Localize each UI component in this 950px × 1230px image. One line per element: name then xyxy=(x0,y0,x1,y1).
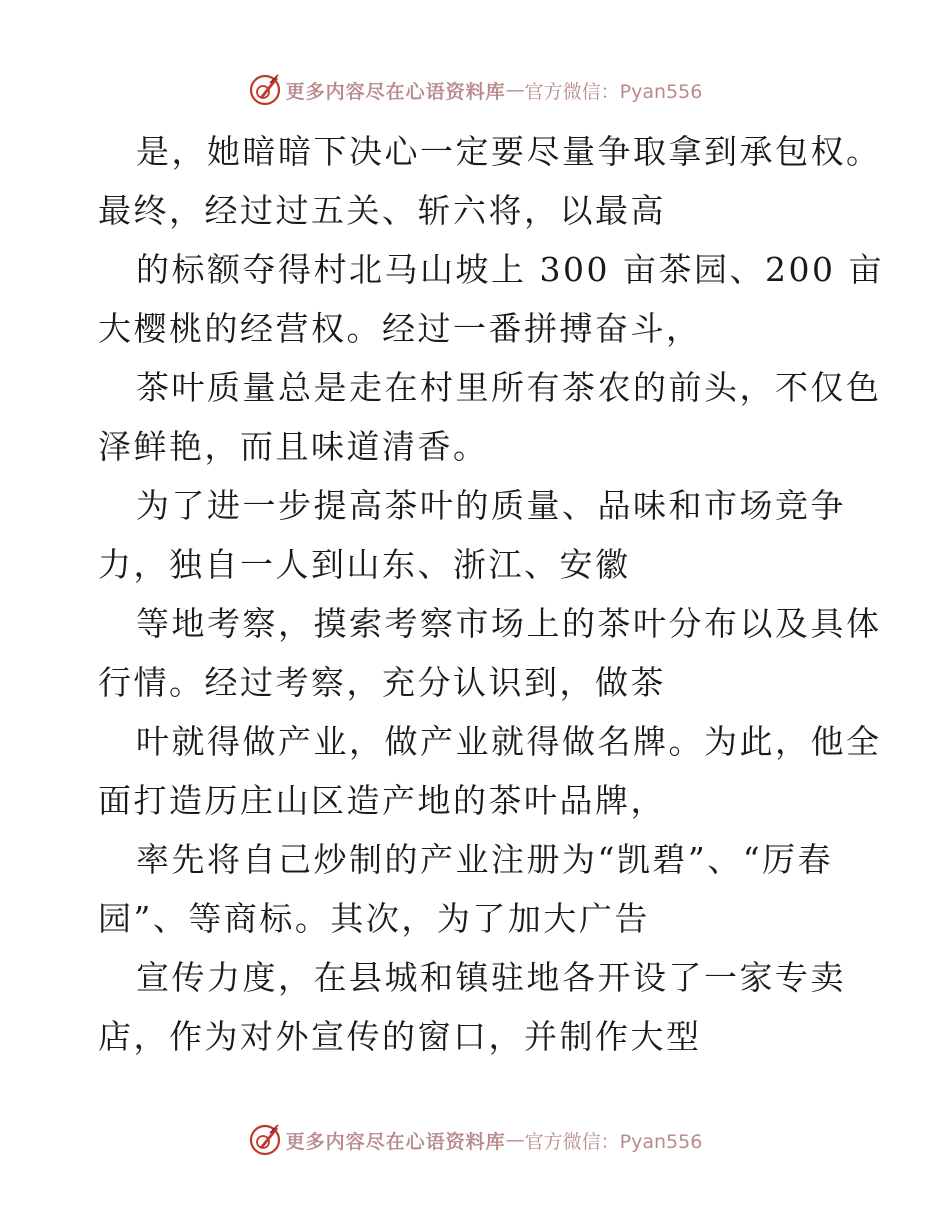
body-text-line: 大樱桃的经营权。经过一番拼搏奋斗， xyxy=(98,309,702,348)
body-text-line: 店，作为对外宣传的窗口，并制作大型 xyxy=(98,1017,702,1056)
body-text-line: 泽鲜艳，而且味道清香。 xyxy=(98,427,489,466)
body-text-line: 为了进一步提高茶叶的质量、品味和市场竞争 xyxy=(136,486,846,525)
quill-logo-icon xyxy=(248,1123,282,1157)
document-body xyxy=(98,122,884,1066)
body-text-line: 率先将自己炒制的产业注册为“凯碧”、“厉春 xyxy=(136,840,834,879)
banner-separator: — xyxy=(505,1129,525,1151)
body-text-line: 园”、等商标。其次，为了加大广告 xyxy=(98,899,650,938)
banner-brand-text: 更多内容尽在心语资料库 xyxy=(285,1130,506,1153)
body-text-line: 力，独自一人到山东、浙江、安徽 xyxy=(98,545,631,584)
body-text-line: 面打造历庄山区造产地的茶叶品牌， xyxy=(98,781,666,820)
banner-contact-text: 官方微信：Pyan556 xyxy=(524,80,703,103)
body-text-line: 宣传力度，在县城和镇驻地各开设了一家专卖 xyxy=(136,958,846,997)
body-text-line: 最终，经过过五关、斩六将，以最高 xyxy=(98,191,666,230)
body-text-line: 行情。经过考察，充分认识到，做茶 xyxy=(98,663,666,702)
body-text-line: 是，她暗暗下决心一定要尽量争取拿到承包权。 xyxy=(136,132,882,171)
header-banner xyxy=(0,70,950,110)
footer-banner xyxy=(0,1120,950,1160)
body-text-line: 叶就得做产业，做产业就得做名牌。为此，他全 xyxy=(136,722,882,761)
body-text-line: 茶叶质量总是走在村里所有茶农的前头，不仅色 xyxy=(136,368,882,407)
body-text-line: 等地考察，摸索考察市场上的茶叶分布以及具体 xyxy=(136,604,882,643)
banner-contact-text: 官方微信：Pyan556 xyxy=(524,1130,703,1153)
quill-logo-icon xyxy=(248,73,282,107)
body-text-line: 的标额夺得村北马山坡上 300 亩茶园、200 亩 xyxy=(136,250,884,289)
banner-separator: — xyxy=(505,79,525,101)
banner-brand-text: 更多内容尽在心语资料库 xyxy=(285,80,506,103)
